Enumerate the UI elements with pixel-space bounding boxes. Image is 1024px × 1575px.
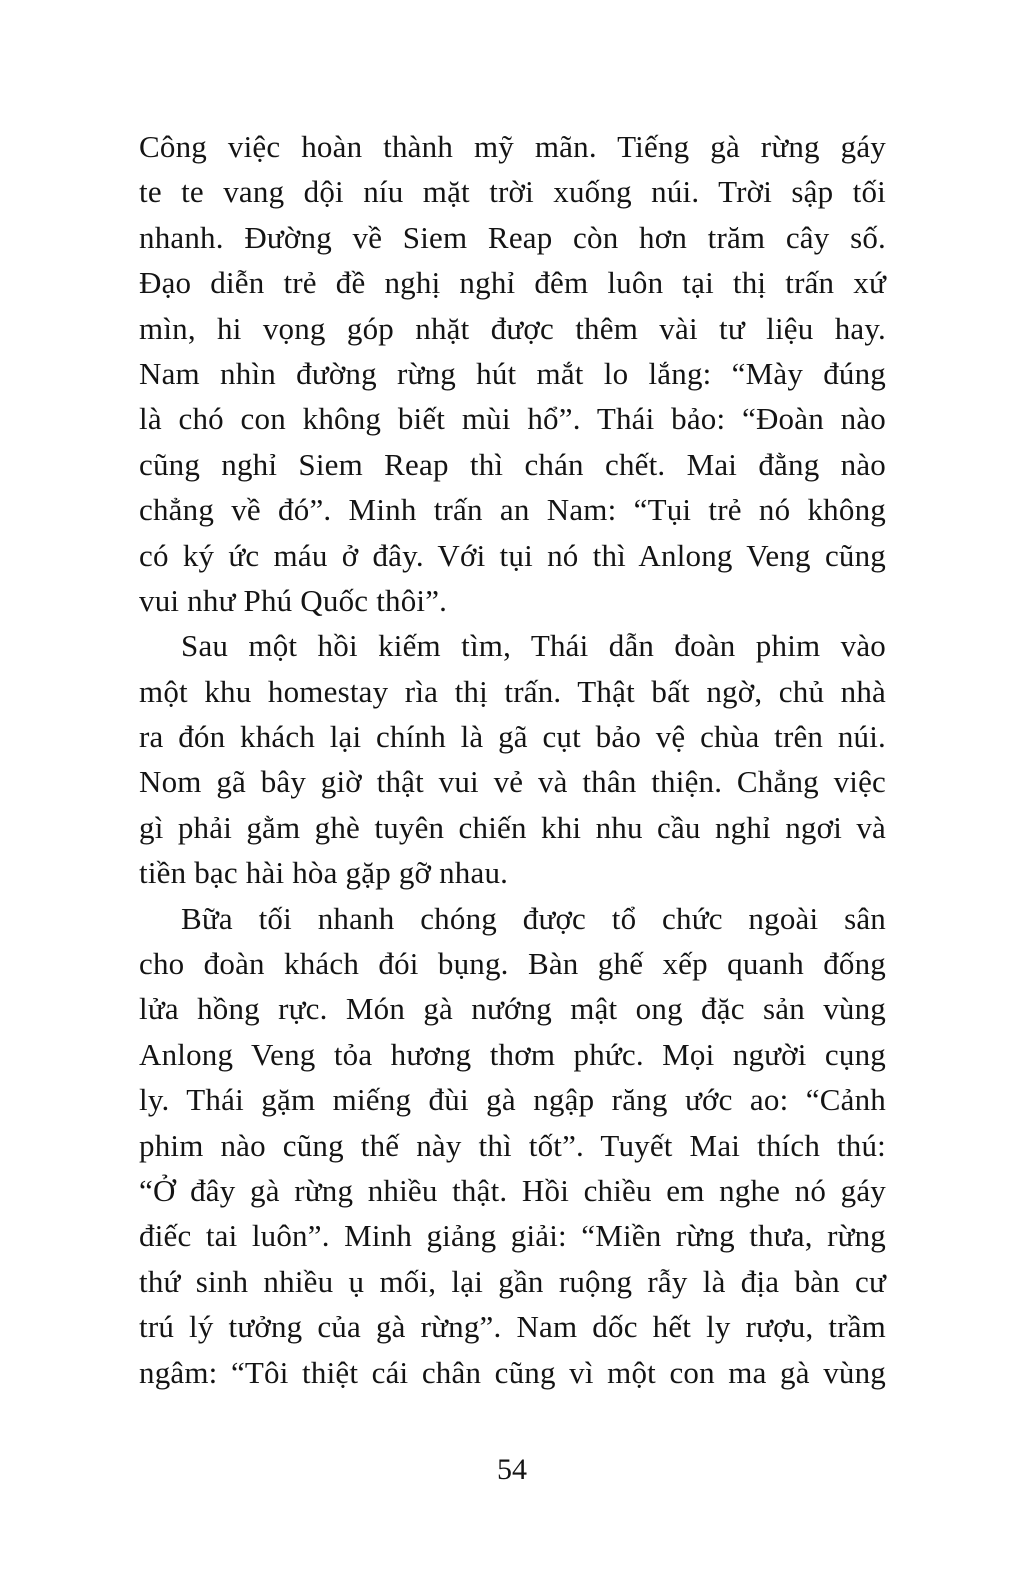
- text-line: là chó con không biết mùi hổ”. Thái bảo: “Đoàn nào: [139, 401, 886, 437]
- text-line: Công việc hoàn thành mỹ mãn. Tiếng gà rừng gáy: [139, 129, 886, 164]
- text-line: tiền bạc hài hòa gặp gỡ nhau.: [139, 855, 509, 891]
- text-line: vui như Phú Quốc thôi”.: [139, 582, 448, 618]
- text-line: ly. Thái gặm miếng đùi gà ngập răng ước ao: “Cảnh: [139, 1082, 886, 1118]
- text-line: Đạo diễn trẻ đề nghị nghỉ đêm luôn tại thị trấn xứ: [139, 265, 886, 301]
- text-line: ngâm: “Tôi thiệt cái chân cũng vì một con ma gà vùng: [139, 1354, 886, 1390]
- text-line: te te vang dội níu mặt trời xuống núi. Trời sập tối: [139, 174, 886, 210]
- text-line: Nom gã bây giờ thật vui vẻ và thân thiện. Chẳng việc: [139, 764, 886, 800]
- text-line: chẳng về đó”. Minh trấn an Nam: “Tụi trẻ nó không: [139, 492, 886, 528]
- text-line: gì phải gằm ghè tuyên chiến khi nhu cầu nghỉ ngơi và: [139, 809, 886, 845]
- text-line: “Ở đây gà rừng nhiều thật. Hồi chiều em nghe nó gáy: [139, 1172, 886, 1208]
- text-line: trú lý tưởng của gà rừng”. Nam dốc hết ly rượu, trầm: [139, 1309, 886, 1345]
- text-line: phim nào cũng thế này thì tốt”. Tuyết Mai thích thú:: [139, 1127, 886, 1163]
- text-line: lửa hồng rực. Món gà nướng mật ong đặc sản vùng: [139, 991, 886, 1027]
- text-line: ra đón khách lại chính là gã cụt bảo vệ chùa trên núi.: [139, 719, 886, 755]
- text-line: mìn, hi vọng góp nhặt được thêm vài tư liệu hay.: [139, 310, 886, 346]
- text-line: có ký ức máu ở đây. Với tụi nó thì Anlong Veng cũng: [139, 537, 886, 573]
- text-line: Anlong Veng tỏa hương thơm phức. Mọi người cụng: [139, 1036, 886, 1072]
- text-line: cho đoàn khách đói bụng. Bàn ghế xếp quanh đống: [139, 946, 886, 982]
- text-line: thứ sinh nhiều ụ mối, lại gần ruộng rẫy là địa bàn cư: [139, 1263, 886, 1299]
- text-line: một khu homestay rìa thị trấn. Thật bất ngờ, chủ nhà: [139, 673, 886, 709]
- text-line: điếc tai luôn”. Minh giảng giải: “Miền rừng thưa, rừng: [139, 1218, 886, 1254]
- text-line: nhanh. Đường về Siem Reap còn hơn trăm cây số.: [139, 219, 886, 255]
- body-text: [139, 124, 886, 1395]
- text-line: Sau một hồi kiếm tìm, Thái dẫn đoàn phim vào: [181, 628, 886, 664]
- text-line: cũng nghỉ Siem Reap thì chán chết. Mai đằng nào: [139, 446, 886, 482]
- text-line: Nam nhìn đường rừng hút mắt lo lắng: “Mày đúng: [139, 355, 886, 391]
- page-number: 54: [497, 1453, 527, 1486]
- text-line: Bữa tối nhanh chóng được tổ chức ngoài sân: [181, 900, 886, 936]
